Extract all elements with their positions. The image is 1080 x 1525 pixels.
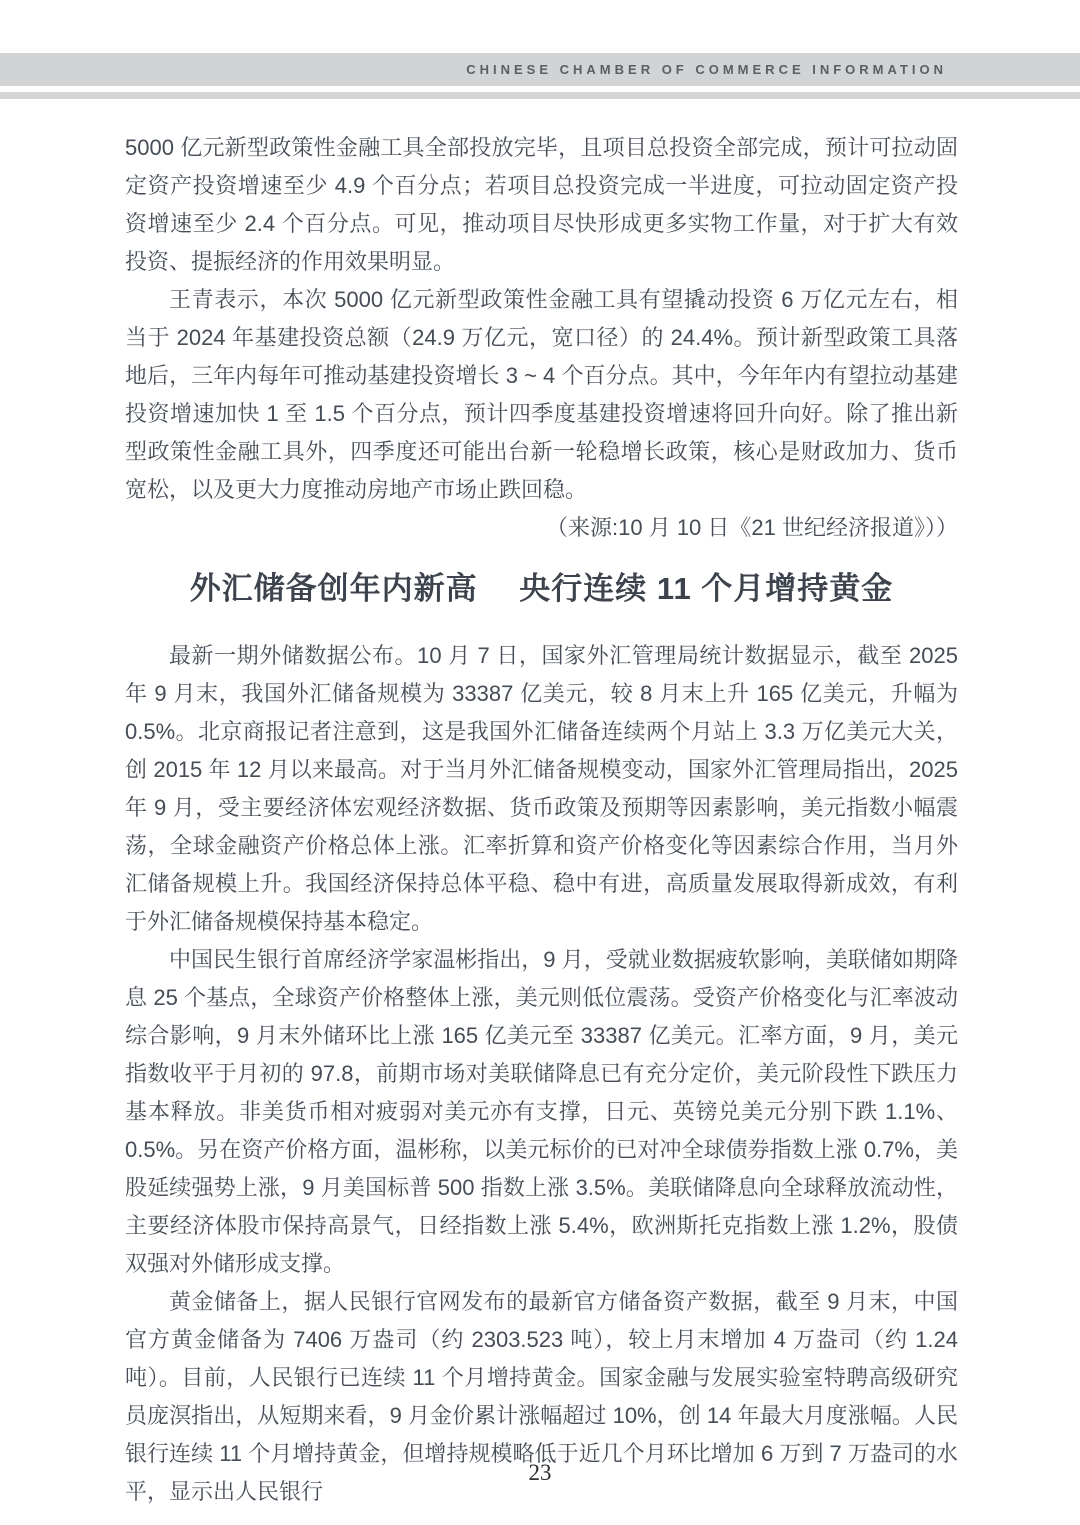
paragraph-text: 王青表示，本次 5000 亿元新型政策性金融工具有望撬动投资 6 万亿元左右，相当于 2024 年基建投资总额（24.9 万亿元，宽口径）的 24.4%。预计新型政策工具落地后，三年内每年可推动基建投资增长 3 ~ 4 个百分点。其中，今年年内有望拉动基建投资增速加快 1 至 1.5 个百分点，预计四季度基建投资增速将回升向好。除了推出新型政策性金融工具外，四季度还可能出台新一轮稳增长政策，核心是财政加力、货币宽松，以及更大力度推动房地产市场止跌回稳。 <box>125 287 958 502</box>
paragraph <box>125 281 958 540</box>
paragraph: 5000 亿元新型政策性金融工具全部投放完毕，且项目总投资全部完成，预计可拉动固定资产投资增速至少 4.9 个百分点；若项目总投资完成一半进度，可拉动固定资产投资增速至少 2.4 个百分点。可见，推动项目尽快形成更多实物工作量，对于扩大有效投资、提振经济的作用效果明显。 <box>125 135 958 274</box>
paragraph: 黄金储备上，据人民银行官网发布的最新官方储备资产数据，截至 9 月末，中国官方黄金储备为 7406 万盎司（约 2303.523 吨），较上月末增加 4 万盎司（约 1.24 吨）。目前，人民银行已连续 11 个月增持黄金。国家金融与发展实验室特聘高级研究员庞溟指出，从短期来看，9 月金价累计涨幅超过 10%，创 14 年最大月度涨幅。人民银行连续 11 个月增持黄金，但增持规模略低于近几个月环比增加 6 万到 7 万盎司的水平，显示出人民银行 <box>125 1289 958 1504</box>
page-number: 23 <box>528 1460 552 1485</box>
article-title: 外汇储备创年内新高 央行连续 11 个月增持黄金 <box>189 571 894 606</box>
source-attribution: （来源:10 月 10 日《21 世纪经济报道》）） <box>546 515 958 540</box>
paragraph: 中国民生银行首席经济学家温彬指出，9 月，受就业数据疲软影响，美联储如期降息 25 个基点，全球资产价格整体上涨，美元则低位震荡。受资产价格变化与汇率波动综合影响，9 月末外储环比上涨 165 亿美元至 33387 亿美元。汇率方面，9 月，美元指数收平于月初的 97.8，前期市场对美联储降息已有充分定价，美元阶段性下跌压力基本释放。非美货币相对疲弱对美元亦有支撑，日元、英镑兑美元分别下跌 1.1%、0.5%。另在资产价格方面，温彬称，以美元标价的已对冲全球债券指数上涨 0.7%，美股延续强势上涨，9 月美国标普 500 指数上涨 3.5%。美联储降息向全球释放流动性，主要经济体股市保持高景气，日经指数上涨 5.4%，欧洲斯托克指数上涨 1.2%，股债双强对外储形成支撑。 <box>125 947 958 1276</box>
paragraph: 最新一期外储数据公布。10 月 7 日，国家外汇管理局统计数据显示，截至 2025 年 9 月末，我国外汇储备规模为 33387 亿美元，较 8 月末上升 165 亿美元，升幅为 0.5%。北京商报记者注意到，这是我国外汇储备连续两个月站上 3.3 万亿美元大关，创 2015 年 12 月以来最高。对于当月外汇储备规模变动，国家外汇管理局指出，2025 年 9 月，受主要经济体宏观经济数据、货币政策及预期等因素影响，美元指数小幅震荡，全球金融资产价格总体上涨。汇率折算和资产价格变化等因素综合作用，当月外汇储备规模上升。我国经济保持总体平稳、稳中有进，高质量发展取得新成效，有利于外汇储备规模保持基本稳定。 <box>125 643 958 934</box>
article-body <box>125 0 958 1511</box>
header-band-title: CHINESE CHAMBER OF COMMERCE INFORMATION <box>466 62 947 77</box>
